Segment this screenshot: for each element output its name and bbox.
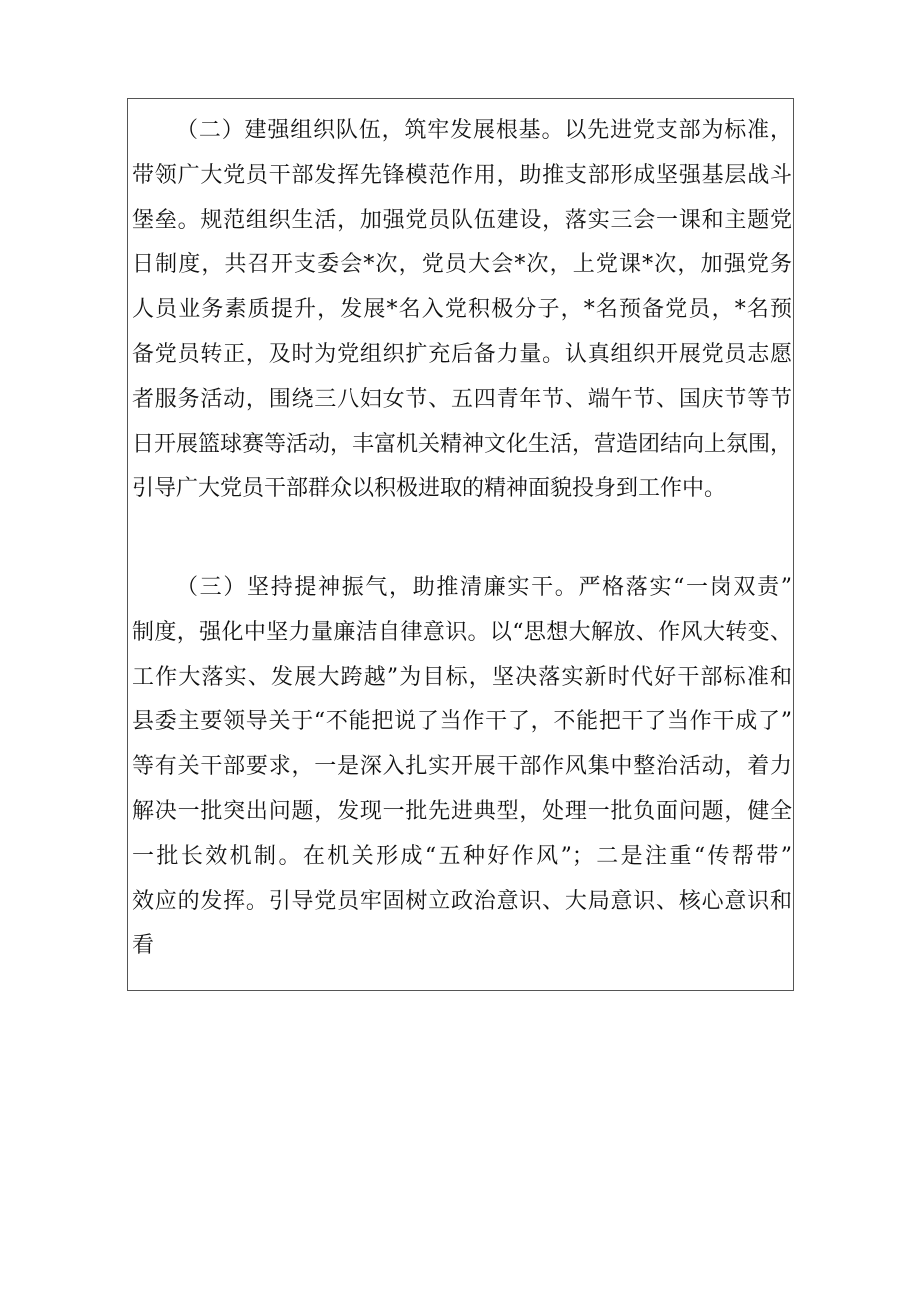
paragraph-line: 效应的发挥。引导党员牢固树立政治意识、大局意识、核心意识和	[132, 888, 792, 914]
paragraph-line: （二）建强组织队伍，筑牢发展根基。以先进党支部为标准，	[176, 118, 792, 143]
paragraph-line: 日开展篮球赛等活动，丰富机关精神文化生活，营造团结向上氛围，	[132, 431, 792, 457]
paragraph-line: 一批长效机制。在机关形成“五种好作风”；二是注重“传帮带”	[132, 843, 792, 869]
paragraph-line: 等有关干部要求，一是深入扎实开展干部作风集中整治活动，着力	[132, 754, 792, 780]
paragraph-line: 人员业务素质提升，发展*名入党积极分子，*名预备党员，*名预	[132, 297, 792, 323]
paragraph-line: 看	[132, 933, 155, 959]
paragraph-line: 工作大落实、发展大跨越”为目标，坚决落实新时代好干部标准和	[132, 664, 792, 690]
paragraph-line: 带领广大党员干部发挥先锋模范作用，助推支部形成坚强基层战斗	[132, 162, 792, 188]
paragraph-line: 堡垒。规范组织生活，加强党员队伍建设，落实三会一课和主题党	[132, 207, 792, 233]
paragraph-line: 引导广大党员干部群众以积极进取的精神面貌投身到工作中。	[132, 476, 727, 502]
paragraph-line: 日制度，共召开支委会*次，党员大会*次，上党课*次，加强党务	[132, 252, 792, 278]
paragraph-integrity-work	[132, 566, 792, 969]
paragraph-line: 备党员转正，及时为党组织扩充后备力量。认真组织开展党员志愿	[132, 341, 792, 367]
paragraph-line: 制度，强化中坚力量廉洁自律意识。以“思想大解放、作风大转变、	[132, 619, 792, 645]
paragraph-line: （三）坚持提神振气，助推清廉实干。严格落实“一岗双责”	[176, 575, 792, 600]
paragraph-line: 县委主要领导关于“不能把说了当作干了，不能把干了当作干成了”	[132, 709, 792, 735]
paragraph-line: 解决一批突出问题，发现一批先进典型，处理一批负面问题，健全	[132, 798, 792, 824]
paragraph-line: 者服务活动，围绕三八妇女节、五四青年节、端午节、国庆节等节	[132, 386, 792, 412]
paragraph-organization-building	[132, 109, 792, 512]
